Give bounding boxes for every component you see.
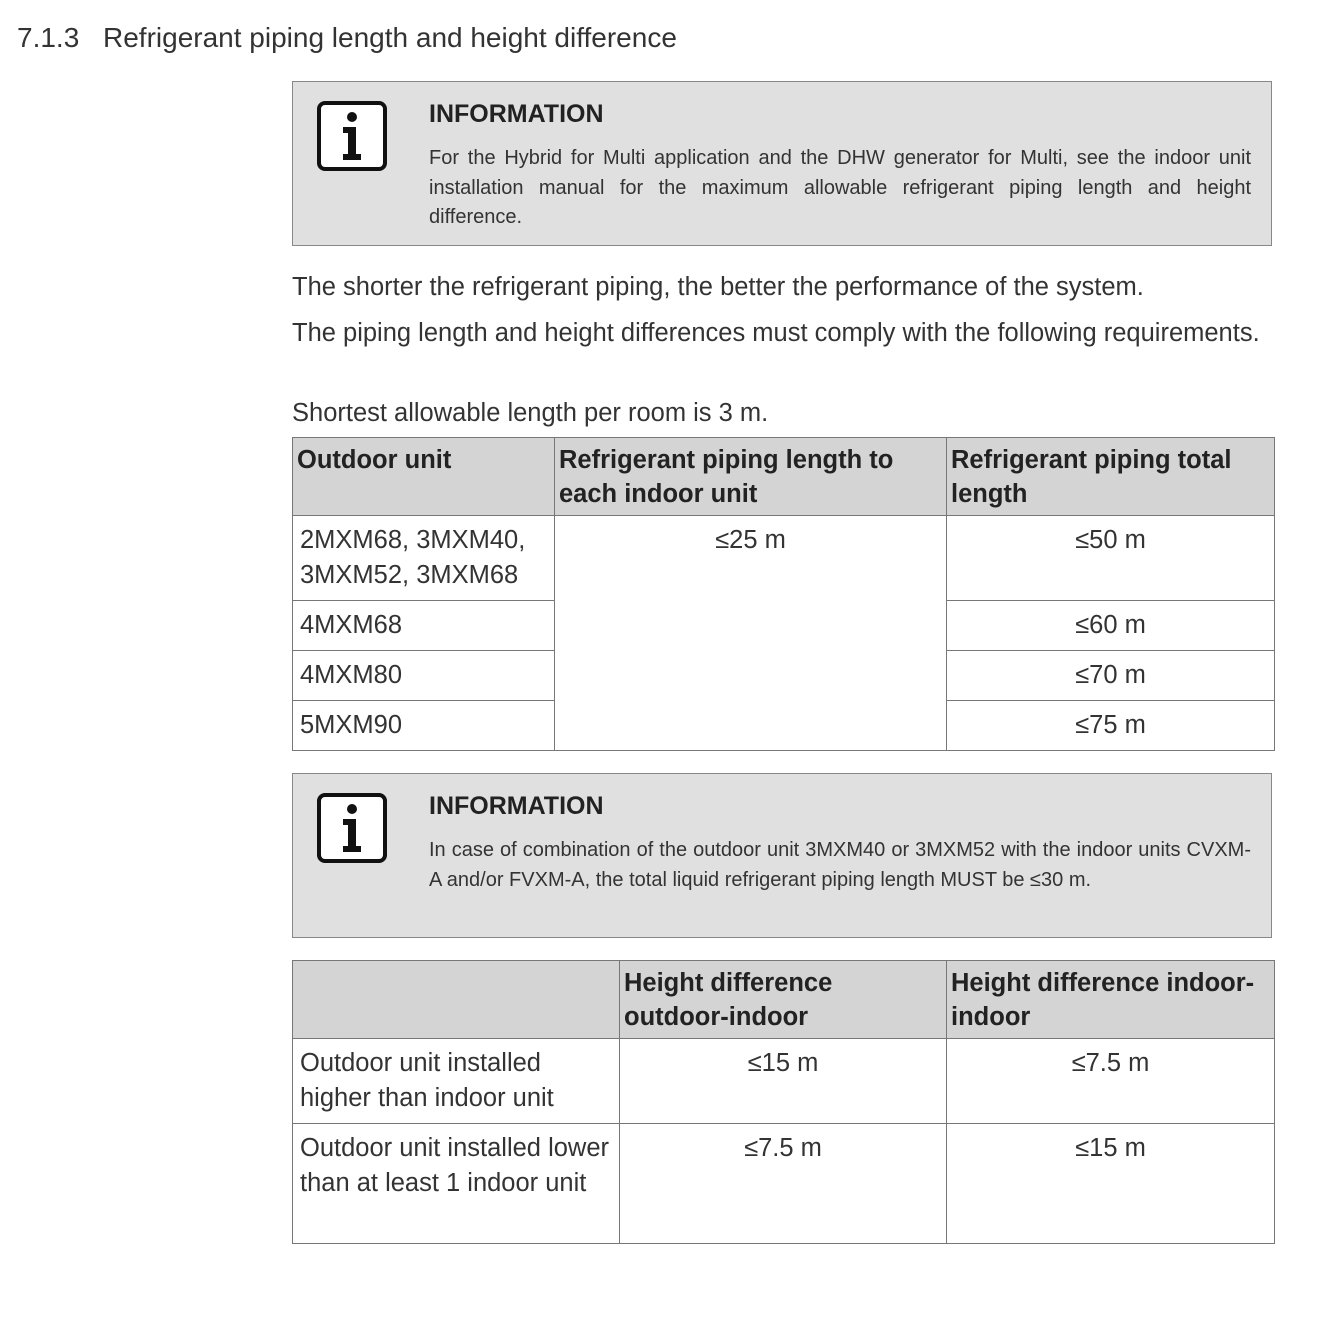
total-length-cell: ≤70 m xyxy=(947,651,1275,701)
column-header xyxy=(293,961,620,1039)
column-header: Refrigerant piping length to each indoor unit xyxy=(555,438,947,516)
section-title xyxy=(17,22,677,54)
info-text: For the Hybrid for Multi application and the DHW generator for Multi, see the indoor unit installation manual for the maximum allowable refrigerant piping length and height difference. xyxy=(429,147,1251,228)
table-row xyxy=(293,1124,1275,1244)
outdoor-unit-cell: 4MXM80 xyxy=(293,651,555,701)
column-header: Refrigerant piping total length xyxy=(947,438,1275,516)
info-heading: INFORMATION xyxy=(429,792,604,820)
outdoor-unit-cell: 5MXM90 xyxy=(293,701,555,751)
table-row xyxy=(293,516,1275,601)
paragraph: The piping length and height differences must comply with the following requirements. xyxy=(292,319,1260,347)
outdoor-indoor-cell: ≤15 m xyxy=(620,1039,947,1124)
each-indoor-length-cell: ≤25 m xyxy=(555,516,947,751)
table-row xyxy=(293,1039,1275,1124)
information-box xyxy=(292,81,1272,246)
info-heading: INFORMATION xyxy=(429,100,604,128)
info-icon xyxy=(317,793,387,863)
section-title-text: Refrigerant piping length and height difference xyxy=(103,22,677,53)
table-header-row xyxy=(293,438,1275,516)
section-number: 7.1.3 xyxy=(17,22,80,53)
height-difference-table xyxy=(292,960,1275,1244)
row-label-cell: Outdoor unit installed higher than indoor unit xyxy=(293,1039,620,1124)
column-header: Height difference indoor-indoor xyxy=(947,961,1275,1039)
total-length-cell: ≤50 m xyxy=(947,516,1275,601)
outdoor-unit-cell: 2MXM68, 3MXM40, 3MXM52, 3MXM68 xyxy=(293,516,555,601)
row-label-cell: Outdoor unit installed lower than at least 1 indoor unit xyxy=(293,1124,620,1244)
info-text: In case of combination of the outdoor unit 3MXM40 or 3MXM52 with the indoor units CVXM-A and/or FVXM-A, the total liquid refrigerant piping length MUST be ≤30 m. xyxy=(429,839,1251,891)
outdoor-indoor-cell: ≤7.5 m xyxy=(620,1124,947,1244)
piping-length-table xyxy=(292,437,1275,751)
column-header: Outdoor unit xyxy=(293,438,555,516)
paragraph: The shorter the refrigerant piping, the better the performance of the system. xyxy=(292,273,1144,301)
outdoor-unit-cell: 4MXM68 xyxy=(293,601,555,651)
indoor-indoor-cell: ≤15 m xyxy=(947,1124,1275,1244)
table-header-row xyxy=(293,961,1275,1039)
paragraph: Shortest allowable length per room is 3 m. xyxy=(292,399,769,427)
information-box xyxy=(292,773,1272,938)
column-header: Height difference outdoor-indoor xyxy=(620,961,947,1039)
total-length-cell: ≤60 m xyxy=(947,601,1275,651)
total-length-cell: ≤75 m xyxy=(947,701,1275,751)
info-icon xyxy=(317,101,387,171)
indoor-indoor-cell: ≤7.5 m xyxy=(947,1039,1275,1124)
